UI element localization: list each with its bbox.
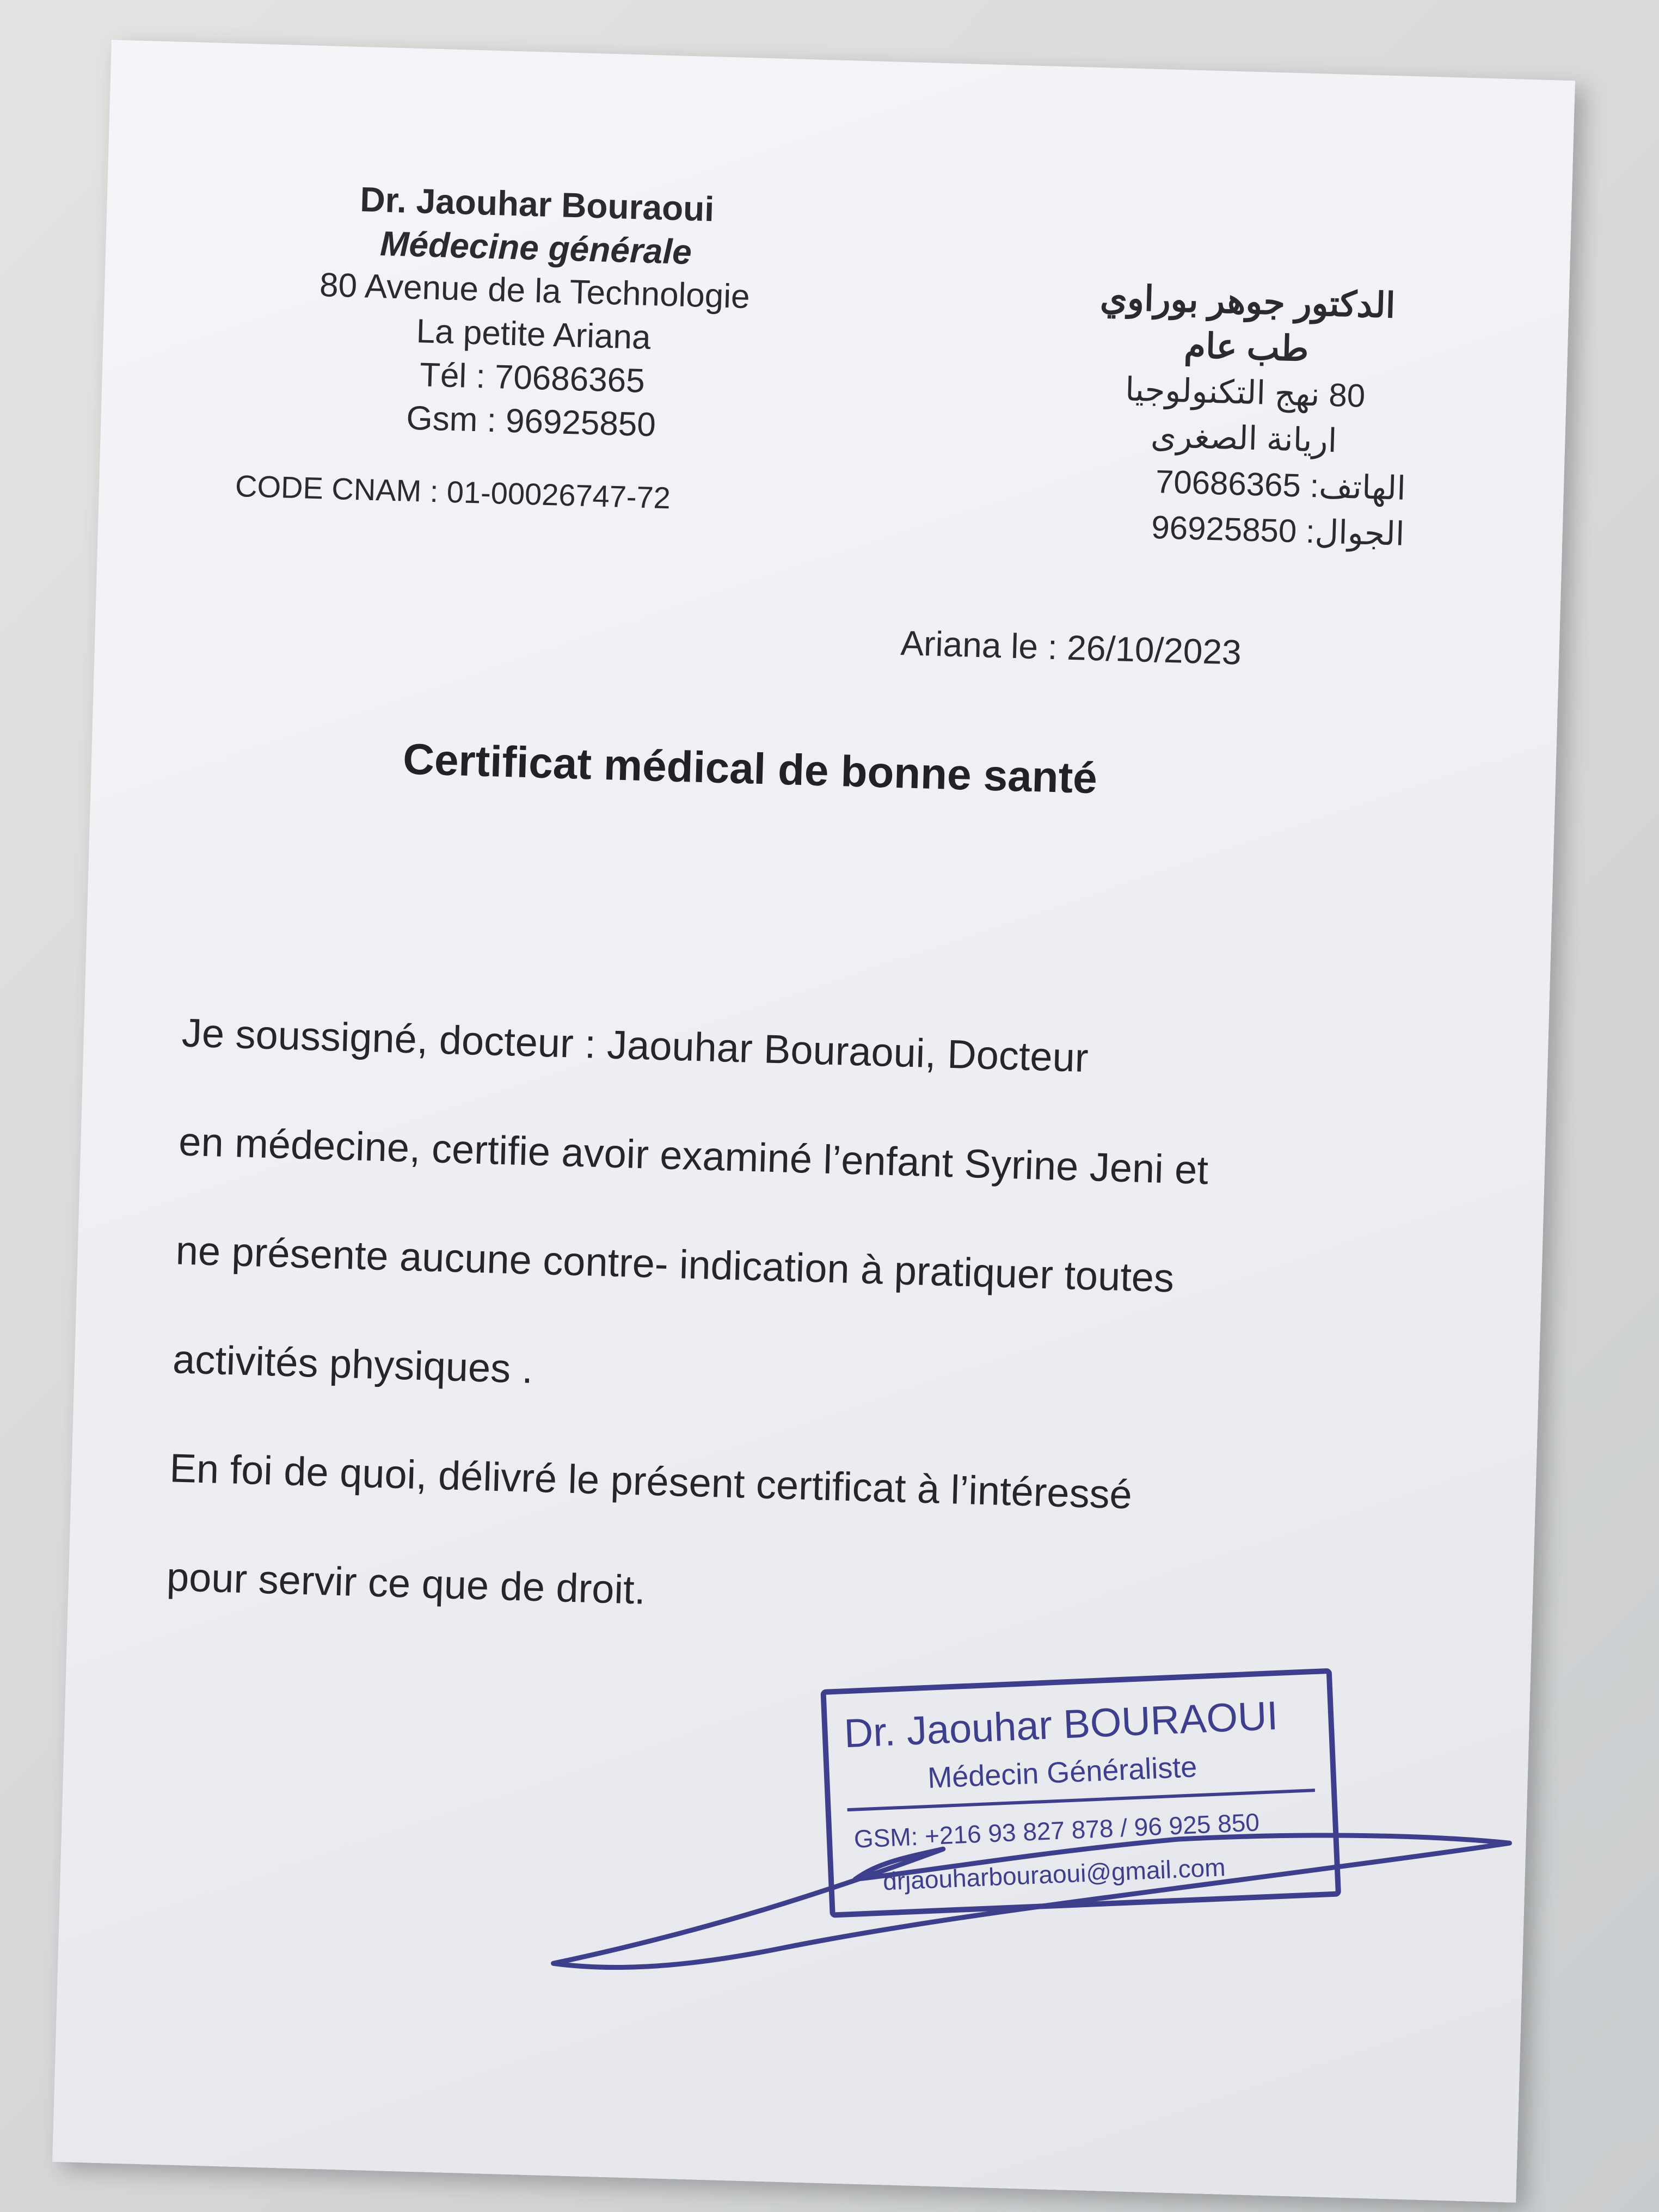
header-french <box>231 174 837 452</box>
certificate-paper <box>52 40 1575 2203</box>
body-line: pour servir ce que de droit. <box>166 1554 647 1613</box>
phone-fr: Tél : 70686365 <box>419 356 646 400</box>
stamp-gsm: GSM: +216 93 827 878 / 96 925 850 <box>853 1808 1260 1853</box>
mobile-ar: الجوال: 96925850 <box>1151 508 1405 552</box>
address-line2-ar: اريانة الصغرى <box>1150 417 1338 459</box>
body-line: en médecine, certifie avoir examiné l’enfant Syrine Jeni et <box>178 1119 1209 1193</box>
specialty-ar: طب عام <box>1183 325 1310 368</box>
stamp-email: drjaouharbouraoui@gmail.com <box>882 1853 1226 1896</box>
address-line2-fr: La petite Ariana <box>415 312 652 357</box>
specialty-fr: Médecine générale <box>379 224 692 272</box>
address-line1-fr: 80 Avenue de la Technologie <box>319 266 751 316</box>
doctor-name-ar: الدكتور جوهر بوراوي <box>1099 278 1396 325</box>
body-line: En foi de quoi, délivré le présent certificat à l’intéressé <box>169 1445 1133 1517</box>
stamp-specialty: Médecin Généraliste <box>927 1750 1198 1795</box>
cnam-code: CODE CNAM : 01-00026747-72 <box>235 468 671 515</box>
body-line: Je soussigné, docteur : Jaouhar Bouraoui, Docteur <box>181 1010 1089 1081</box>
body-line: ne présente aucune contre- indication à pratiquer toutes <box>175 1227 1175 1301</box>
handwritten-signature <box>547 1789 1532 2012</box>
phone-ar: الهاتف: 70686365 <box>1155 463 1406 507</box>
mobile-fr: Gsm : 96925850 <box>405 399 656 444</box>
address-line1-ar: 80 نهج التكنولوجيا <box>1125 371 1366 414</box>
doctor-name-fr: Dr. Jaouhar Bouraoui <box>359 180 715 229</box>
body-line: activités physiques . <box>172 1336 534 1392</box>
header-arabic <box>1056 273 1434 558</box>
stamp-name: Dr. Jaouhar BOURAOUI <box>843 1692 1279 1756</box>
date-line: Ariana le : 26/10/2023 <box>900 623 1242 672</box>
certificate-body <box>165 979 1435 1667</box>
certificate-title: Certificat médical de bonne santé <box>402 734 1098 803</box>
